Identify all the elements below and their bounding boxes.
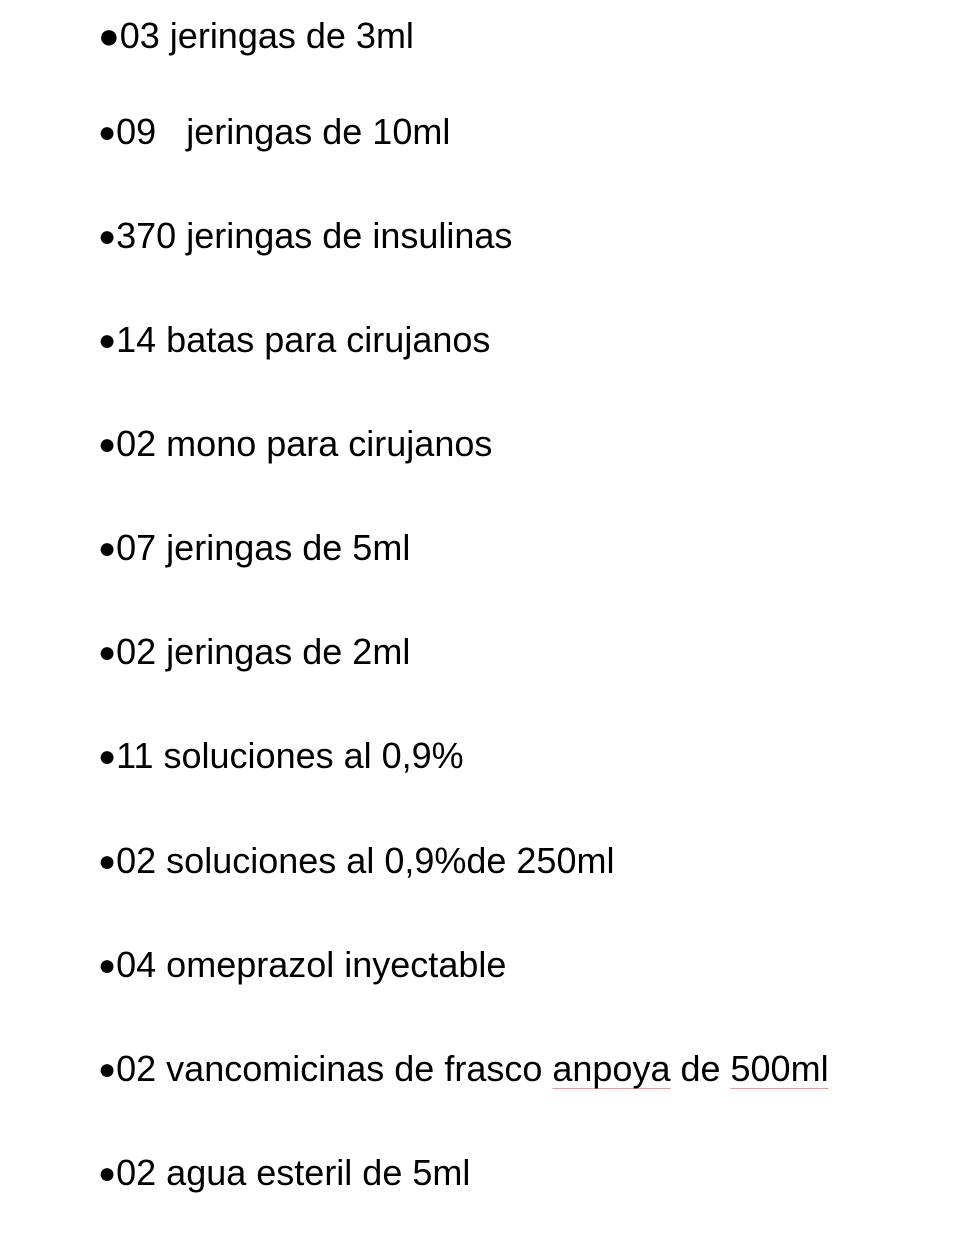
bullet-icon: ● (98, 1157, 117, 1190)
list-item-text: 04 omeprazol inyectable (116, 944, 507, 985)
bullet-icon: ● (98, 116, 117, 149)
list-item-text: 02 vancomicinas de frasco (116, 1048, 553, 1089)
list-item-text: 09 jeringas de 10ml (116, 111, 451, 152)
bullet-icon: ● (98, 428, 117, 461)
list-item-text: ●03 jeringas de 3ml (98, 15, 414, 56)
bullet-icon: ● (98, 636, 117, 669)
bullet-icon: ● (98, 1053, 117, 1086)
bullet-icon: ● (98, 949, 117, 982)
list-item-text: 11 soluciones al 0,9% (116, 735, 464, 776)
bullet-icon: ● (98, 220, 117, 253)
bullet-icon: ● (98, 532, 117, 565)
list-item-text: 02 jeringas de 2ml (116, 631, 411, 672)
list-item (58, 1107, 470, 1240)
list-item-text: 07 jeringas de 5ml (116, 527, 411, 568)
list-item-text: 02 soluciones al 0,9%de 250ml (116, 840, 615, 881)
bullet-icon: ● (98, 740, 117, 773)
list-item-text: 370 jeringas de insulinas (116, 215, 513, 256)
list-item-text: 02 mono para cirujanos (116, 423, 493, 464)
spellcheck-flagged-word[interactable]: 500ml (730, 1048, 829, 1089)
spellcheck-flagged-word[interactable]: anpoya (552, 1048, 671, 1089)
list-item-text: 02 agua esteril de 5ml (116, 1152, 471, 1193)
list-item-text: de (670, 1048, 731, 1089)
list-item-text: 14 batas para cirujanos (116, 319, 491, 360)
bullet-icon: ● (98, 845, 117, 878)
bullet-icon: ● (98, 324, 117, 357)
